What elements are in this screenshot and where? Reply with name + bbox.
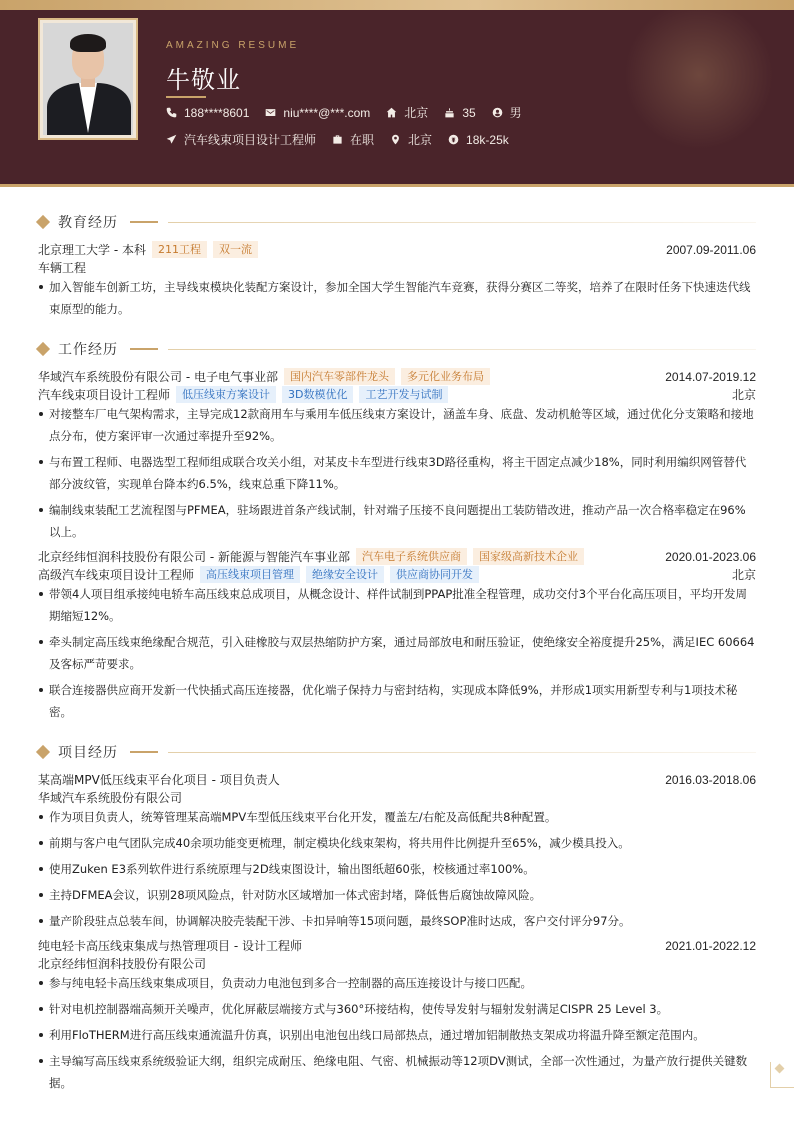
section-diamond-icon — [36, 215, 50, 229]
target-city-text: 北京 — [408, 133, 433, 147]
status-item — [332, 131, 374, 148]
salary-text: 18k-25k — [466, 132, 509, 147]
section-label: 教育经历 — [58, 215, 118, 231]
cake-icon — [444, 107, 455, 118]
list-item: 利用FloTHERM进行高压线束通流温升仿真，识别出电池包出线口局部热点，通过增加铝制散热支架成功将温升降至额定范围内。 — [38, 1024, 756, 1046]
company-tag: 国内汽车零部件龙头 — [284, 368, 395, 385]
major-name: 车辆工程 — [38, 261, 87, 275]
header-glow — [624, 10, 774, 150]
work-period: 2014.07-2019.12 — [665, 369, 756, 384]
section-work-title — [36, 339, 756, 359]
city-item — [386, 104, 428, 121]
briefcase-icon — [332, 134, 343, 145]
work-location: 北京 — [731, 568, 756, 582]
candidate-name: 牛敬业 — [166, 66, 241, 94]
email-item — [265, 106, 370, 120]
section-diamond-icon — [36, 745, 50, 759]
company-tag: 多元化业务布局 — [401, 368, 490, 385]
target-position-item — [166, 131, 316, 148]
project-entry-head — [38, 937, 756, 954]
project-company: 华域汽车系统股份有限公司 — [38, 791, 183, 805]
section-label: 项目经历 — [58, 745, 118, 761]
list-item: 主导编写高压线束系统级验证大纲，组织完成耐压、绝缘电阻、气密、机械振动等12项DV测试，全部一次性通过，为量产放行提供关键数据。 — [38, 1050, 756, 1094]
phone-text: 188****8601 — [184, 105, 250, 120]
top-accent-bar — [0, 0, 794, 10]
role-tag: 3D数模优化 — [282, 386, 353, 403]
school-tag: 双一流 — [213, 241, 258, 258]
phone-item — [166, 106, 249, 120]
header-divider — [0, 184, 794, 187]
section-diamond-icon — [36, 342, 50, 356]
resume-tagline: AMAZING RESUME — [166, 40, 300, 51]
role-tag: 供应商协同开发 — [390, 566, 479, 583]
list-item: 前期与客户电气团队完成40余项功能变更梳理，制定模块化线束架构，将共用件比例提升至65%，减少模具投入。 — [38, 832, 756, 854]
list-item: 参与纯电轻卡高压线束集成项目，负责动力电池包到多合一控制器的高压连接设计与接口匹配。 — [38, 972, 756, 994]
school-name: 北京理工大学 - 本科 — [38, 243, 146, 257]
work-role-row — [38, 386, 756, 403]
phone-icon — [166, 107, 177, 118]
salary-item — [448, 133, 509, 147]
list-item: 使用Zuken E3系列软件进行系统原理与2D线束图设计，输出图纸超60张，校核通过率100%。 — [38, 858, 756, 880]
project-bullets — [38, 972, 756, 1098]
list-item: 量产阶段驻点总装车间，协调解决胶壳装配干涉、卡扣异响等15项问题，最终SOP准时达成，客户交付评分97分。 — [38, 910, 756, 932]
work-period: 2020.01-2023.06 — [665, 549, 756, 564]
work-location: 北京 — [731, 388, 756, 402]
list-item: 编制线束装配工艺流程图与PFMEA，驻场跟进首条产线试制，针对端子压接不良问题提出工装防错改进，推动产品一次合格率稳定在96%以上。 — [38, 499, 756, 543]
target-city-item — [390, 131, 432, 148]
company-tag: 国家级高新技术企业 — [473, 548, 584, 565]
list-item: 加入智能车创新工坊，主导线束模块化装配方案设计，参加全国大学生智能汽车竞赛，获得分赛区二等奖，培养了在限时任务下快速迭代线束原型的能力。 — [38, 276, 756, 320]
age-text: 35 — [462, 105, 476, 120]
project-period: 2021.01-2022.12 — [665, 938, 756, 953]
education-period: 2007.09-2011.06 — [666, 242, 756, 257]
send-icon — [166, 134, 177, 145]
company-tag: 汽车电子系统供应商 — [356, 548, 467, 565]
list-item: 作为项目负责人，统筹管理某高端MPV车型低压线束平台化开发，覆盖左/右舵及高低配共8种配置。 — [38, 806, 756, 828]
education-major-row — [38, 259, 756, 276]
profile-photo — [43, 23, 133, 135]
work-role-row — [38, 566, 756, 583]
role-name: 高级汽车线束项目设计工程师 — [38, 568, 195, 582]
city-text: 北京 — [404, 106, 429, 120]
education-entry-head — [38, 241, 756, 258]
list-item: 牵头制定高压线束绝缘配合规范，引入硅橡胶与双层热缩防护方案，通过局部放电和耐压验证，使绝缘安全裕度提升25%，满足IEC 60664及客标严苛要求。 — [38, 631, 756, 675]
mail-icon — [265, 107, 276, 118]
role-tag: 工艺开发与试制 — [359, 386, 448, 403]
school-tag: 211工程 — [152, 241, 207, 258]
location-pin-icon — [390, 134, 401, 145]
list-item: 对接整车厂电气架构需求，主导完成12款商用车与乘用车低压线束方案设计，涵盖车身、底盘、发动机舱等区域，通过优化分支策略和接地点分布，使方案评审一次通过率提升至92%。 — [38, 403, 756, 447]
role-tag: 低压线束方案设计 — [176, 386, 276, 403]
list-item: 主持DFMEA会议，识别28项风险点，针对防水区域增加一体式密封堵，降低售后腐蚀故障风险。 — [38, 884, 756, 906]
work-entry-head — [38, 548, 756, 565]
name-underline — [166, 96, 206, 98]
list-item: 与布置工程师、电器选型工程师组成联合攻关小组，对某皮卡车型进行线束3D路径重构，将主干固定点减少18%，同时利用编织网管替代部分波纹管，实现单台降本约6.5%，线束总重下降11%。 — [38, 451, 756, 495]
section-label: 工作经历 — [58, 342, 118, 358]
home-icon — [386, 107, 397, 118]
section-projects-title — [36, 742, 756, 762]
role-tag: 高压线束项目管理 — [200, 566, 300, 583]
project-name: 纯电轻卡高压线束集成与热管理项目 - 设计工程师 — [38, 939, 302, 953]
list-item: 针对电机控制器端高频开关噪声，优化屏蔽层端接方式与360°环接结构，使传导发射与辐射发射满足CISPR 25 Level 3。 — [38, 998, 756, 1020]
gender-item — [492, 104, 522, 121]
section-education-title — [36, 212, 756, 232]
work-bullets — [38, 403, 756, 547]
role-tag: 绝缘安全设计 — [306, 566, 384, 583]
company-name: 北京经纬恒润科技股份有限公司 - 新能源与智能汽车事业部 — [38, 550, 350, 564]
list-item: 联合连接器供应商开发新一代快插式高压连接器，优化端子保持力与密封结构，实现成本降低9%，并形成1项实用新型专利与1项技术秘密。 — [38, 679, 756, 723]
work-bullets — [38, 583, 756, 727]
project-period: 2016.03-2018.06 — [665, 772, 756, 787]
user-circle-icon — [492, 107, 503, 118]
intention-row — [166, 131, 525, 148]
project-company: 北京经纬恒润科技股份有限公司 — [38, 957, 207, 971]
project-company-row — [38, 789, 756, 806]
age-item — [444, 106, 475, 120]
target-position-text: 汽车线束项目设计工程师 — [184, 133, 317, 147]
list-item: 带领4人项目组承接纯电轿车高压线束总成项目，从概念设计、样件试制到PPAP批准全程管理，成功交付3个平台化高压项目，平均开发周期缩短12%。 — [38, 583, 756, 627]
money-icon — [448, 134, 459, 145]
contact-row — [166, 104, 538, 121]
role-name: 汽车线束项目设计工程师 — [38, 388, 171, 402]
email-text: niu****@***.com — [283, 105, 371, 120]
gender-text: 男 — [509, 106, 522, 120]
status-text: 在职 — [350, 133, 375, 147]
page-corner-decoration — [770, 1062, 794, 1088]
profile-photo-frame — [38, 18, 138, 140]
project-company-row — [38, 955, 756, 972]
company-name: 华域汽车系统股份有限公司 - 电子电气事业部 — [38, 370, 278, 384]
education-bullets — [38, 276, 756, 324]
work-entry-head — [38, 368, 756, 385]
project-bullets — [38, 806, 756, 936]
project-name: 某高端MPV低压线束平台化项目 - 项目负责人 — [38, 773, 280, 787]
project-entry-head — [38, 771, 756, 788]
